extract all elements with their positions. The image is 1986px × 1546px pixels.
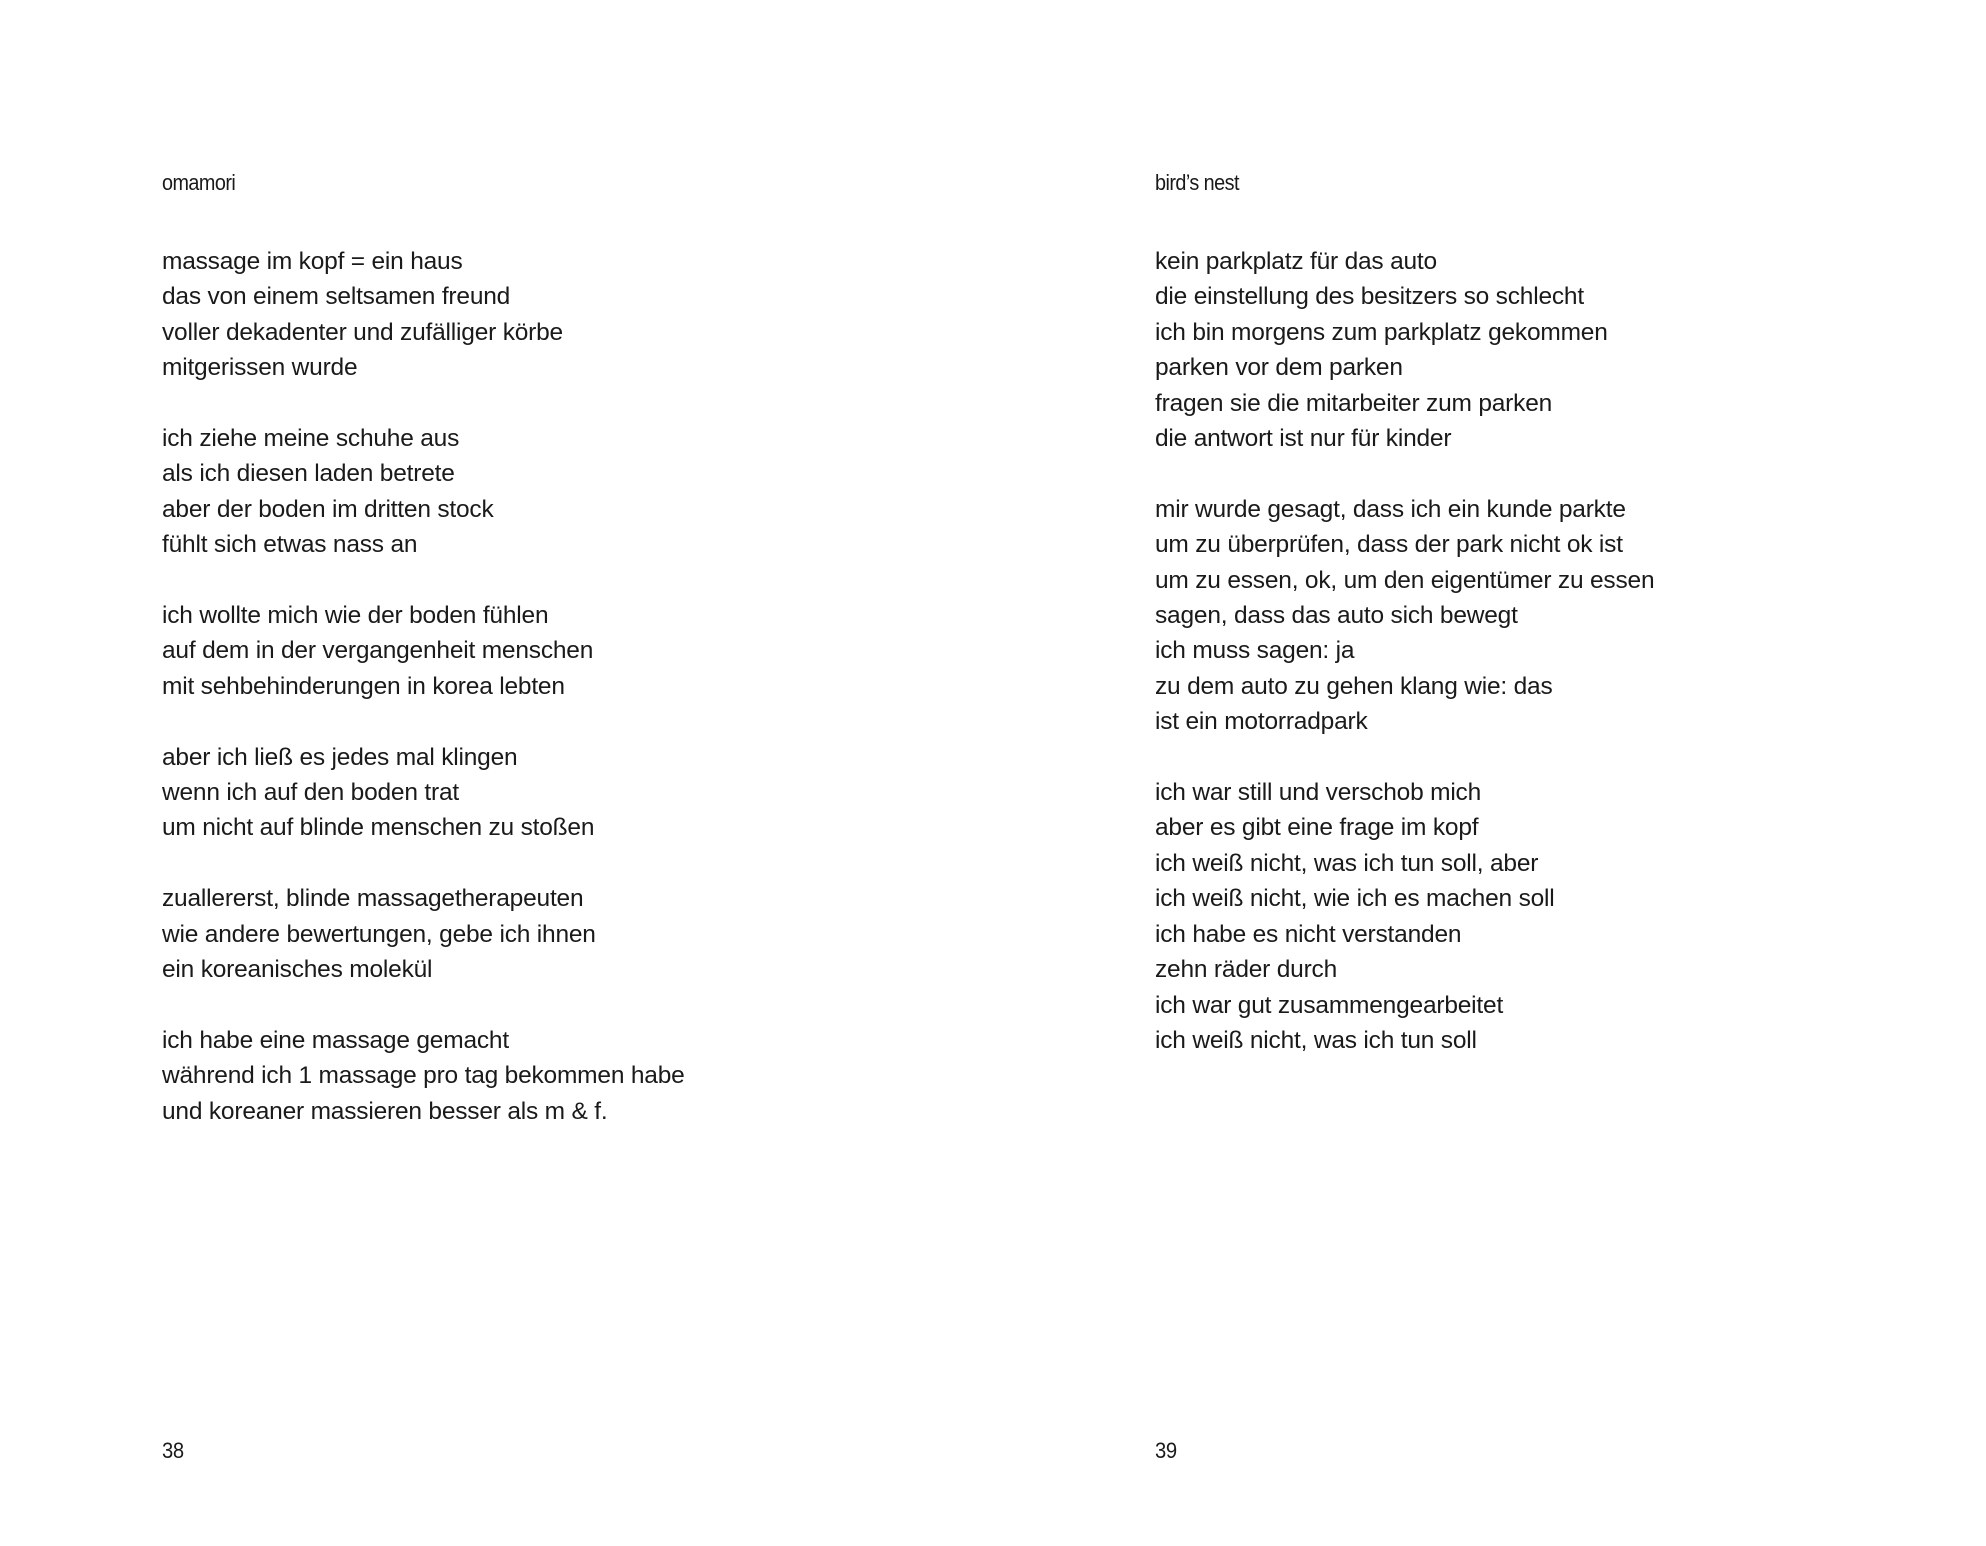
verse-line: ich habe eine massage gemacht [162, 1026, 509, 1054]
verse-line: kein parkplatz für das auto [1155, 248, 1437, 275]
verse-line: aber es gibt eine frage im kopf [1155, 814, 1479, 842]
verse-line: wenn ich auf den boden trat [162, 779, 459, 807]
stanza [162, 421, 685, 563]
verse-line: um zu überprüfen, dass der park nicht ok ist [1155, 531, 1623, 559]
verse-line: mit sehbehinderungen in korea lebten [162, 672, 565, 700]
verse-line: fühlt sich etwas nass an [162, 531, 418, 559]
verse-line: zu dem auto zu gehen klang wie: das [1155, 672, 1553, 700]
verse-line: mitgerissen wurde [162, 354, 358, 382]
verse-line: zehn räder durch [1155, 956, 1338, 984]
verse-line: die einstellung des besitzers so schlecht [1155, 283, 1584, 311]
stanza [162, 1023, 685, 1129]
verse-line: ich war still und verschob mich [1155, 779, 1482, 807]
poem-title: omamori [162, 170, 236, 195]
stanza [162, 598, 685, 704]
verse-line: massage im kopf = ein haus [162, 248, 463, 275]
page-number: 39 [1155, 1438, 1177, 1463]
verse-line: auf dem in der vergangenheit menschen [162, 637, 594, 665]
verse-line: ich war gut zusammengearbeitet [1155, 991, 1504, 1019]
verse-line: wie andere bewertungen, gebe ich ihnen [162, 920, 596, 948]
stanza [162, 244, 685, 386]
verse-line: ich habe es nicht verstanden [1155, 920, 1462, 948]
poem-body [162, 244, 685, 1129]
verse-line: zuallererst, blinde massagetherapeuten [162, 885, 584, 913]
right-page [993, 0, 1973, 1546]
verse-line: ich weiß nicht, was ich tun soll [1155, 1026, 1477, 1054]
page-number: 38 [162, 1438, 184, 1463]
verse-line: ich muss sagen: ja [1155, 637, 1355, 665]
stanza [1155, 492, 1654, 740]
verse-line: ich wollte mich wie der boden fühlen [162, 602, 549, 630]
verse-line: um nicht auf blinde menschen zu stoßen [162, 814, 595, 842]
verse-line: um zu essen, ok, um den eigentümer zu essen [1155, 566, 1655, 594]
verse-line: ich ziehe meine schuhe aus [162, 425, 460, 453]
verse-line: ist ein motorradpark [1155, 708, 1368, 736]
poem-body [1155, 244, 1654, 1058]
verse-line: das von einem seltsamen freund [162, 283, 511, 311]
verse-line: ich bin morgens zum parkplatz gekommen [1155, 318, 1608, 346]
verse-line: voller dekadenter und zufälliger körbe [162, 318, 563, 346]
verse-line: mir wurde gesagt, dass ich ein kunde parkte [1155, 495, 1626, 523]
verse-line: ich weiß nicht, was ich tun soll, aber [1155, 849, 1539, 877]
verse-line: während ich 1 massage pro tag bekommen habe [162, 1062, 685, 1090]
verse-line: ein koreanisches molekül [162, 956, 433, 984]
verse-line: die antwort ist nur für kinder [1155, 425, 1452, 453]
stanza [162, 881, 685, 987]
poem-title: bird’s nest [1155, 170, 1239, 195]
verse-line: parken vor dem parken [1155, 354, 1403, 382]
verse-line: aber der boden im dritten stock [162, 495, 494, 523]
verse-line: als ich diesen laden betrete [162, 460, 455, 488]
verse-line: aber ich ließ es jedes mal klingen [162, 743, 518, 771]
left-page [0, 0, 980, 1546]
stanza [1155, 775, 1654, 1058]
stanza [1155, 244, 1654, 456]
verse-line: ich weiß nicht, wie ich es machen soll [1155, 885, 1555, 913]
verse-line: und koreaner massieren besser als m & f. [162, 1097, 608, 1125]
stanza [162, 740, 685, 846]
verse-line: sagen, dass das auto sich bewegt [1155, 602, 1518, 630]
verse-line: fragen sie die mitarbeiter zum parken [1155, 389, 1553, 417]
